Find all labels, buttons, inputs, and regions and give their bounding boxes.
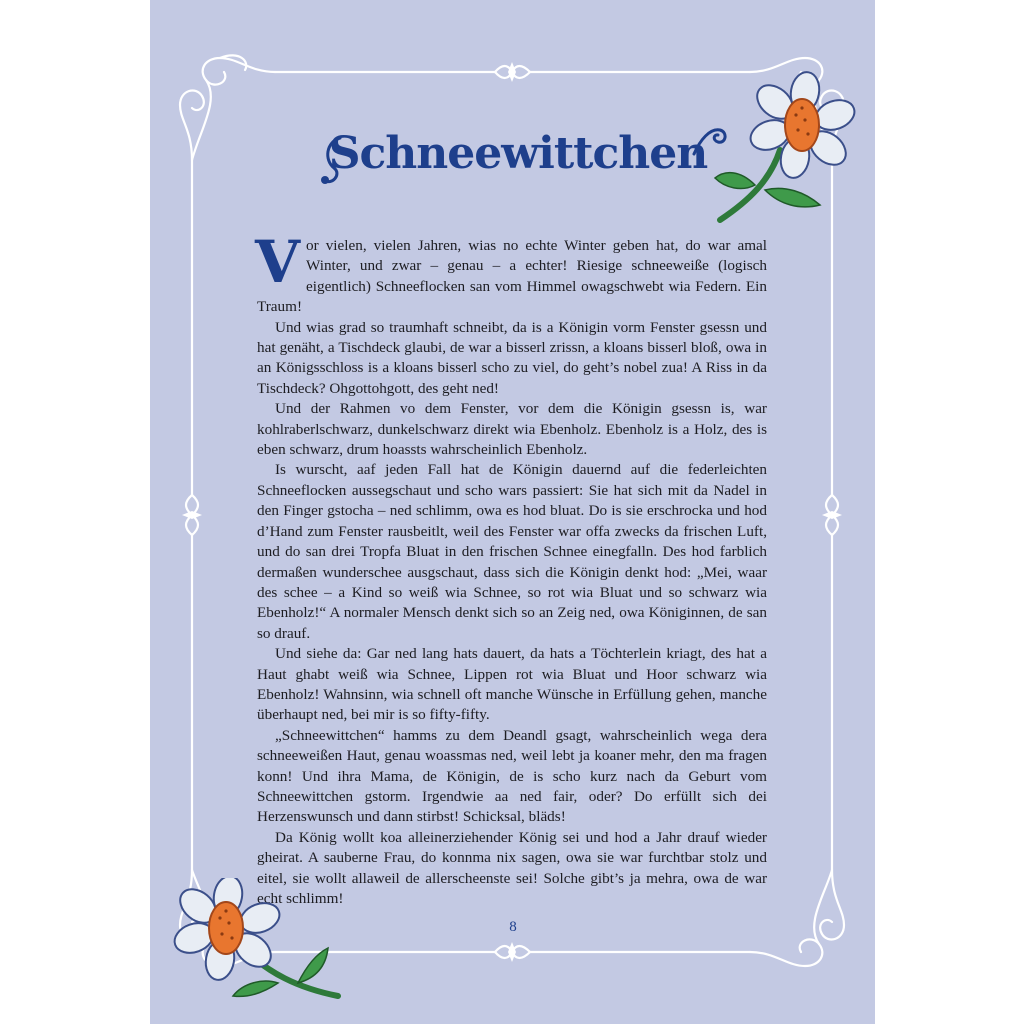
paragraph: Und wias grad so traumhaft schneibt, da is a Königin vorm Fenster gsessn und hat genäht, a Tischdeck glaubi, de war a bisserl zrissn, a kloans bisserl bloß, owa in an Königsschloss is a kloans bisserl scho zu viel, do geht’s nobel zua! A Riss in da Tischdeck? Ohgottohgott, des geht ned! xyxy=(257,318,767,397)
page-title: Schneewittchen xyxy=(328,128,708,179)
story-text xyxy=(255,228,767,909)
paragraph: Vor vielen, vielen Jahren, wias no echte Winter geben hat, do war amal Winter, und zwar – genau – a echter! Riesige schneeweiße (logisch eigentlich) Schneeflocken san vom Himmel owagschwebt wia Federn. Ein Traum! xyxy=(255,228,767,316)
paragraph: „Schneewittchen“ hamms zu dem Deandl gsagt, wahrscheinlich wega dera schneeweißen Haut, genau woassmas ned, weil lebt ja koaner mehr, den ma fragen konn! Und ihra Mama, de Königin, de is scho kurz nach da Geburt vom Schneewittchen gstorm. Irgendwie aa ned fair, oder? Do erfüllt sich dei Herzenswunsch und dann stirbst! Schicksal, bläds! xyxy=(257,726,767,826)
paragraph: Is wurscht, aaf jeden Fall hat de Königin dauernd auf die federleichten Schneeflocken aussegschaut und scho wars passiert: Sie hat sich mit da Nadel in den Finger gstocha – ned schlimm, owa es hod bluat. Do is sie erschrocka und hod d’Hand zum Fenster rausbeitlt, weil des Fenster war offa zwecks da frischen Luft, und do san drei Tropfa Bluat in den frischen Schnee einegfalln. Des hod farblich dermaßen wunderschee ausgschaut, dass sich die Königin denkt hod: „Mei, waar des schee – a Kind so weiß wia Schnee, so rot wia Bluat und so schwarz wia Ebenholz!“ A normaler Mensch denkt sich so an Zeig ned, owa Königinnen, de san so drauf. xyxy=(257,461,767,642)
drop-cap: V xyxy=(255,228,301,296)
paragraph: Und der Rahmen vo dem Fenster, vor dem die Königin gsessn is, war kohlraberlschwarz, dunkelschwarz direkt wia Ebenholz. Ebenholz is a Holz, des is eben schwarz, drum hoassts wahrscheinlich Ebenholz. xyxy=(257,400,767,459)
book-page xyxy=(150,0,875,1024)
paragraph: Da König wollt koa alleinerziehender König sei und hod a Jahr drauf wieder gheirat. A sauberne Frau, do konnma nix sagen, owa sie war furchtbar stolz und eitel, sie wollt allaweil de allerscheenste sei! Solche gibt’s ja mehra, owa de war echt schlimm! xyxy=(257,828,767,907)
paragraph: Und siehe da: Gar ned lang hats dauert, da hats a Töchterlein kriagt, des hat a Haut ghabt weiß wia Schnee, Lippen rot wia Bluat und Hoor schwarz wia Ebenholz! Wahnsinn, wia schnell oft manche Wünsche in Erfüllung gehen, manche überhaupt ned, bei mir is so fifty-fifty. xyxy=(257,645,767,724)
daisy-flower-icon xyxy=(168,878,353,1018)
page-number: 8 xyxy=(509,919,517,935)
daisy-flower-icon xyxy=(710,70,860,235)
